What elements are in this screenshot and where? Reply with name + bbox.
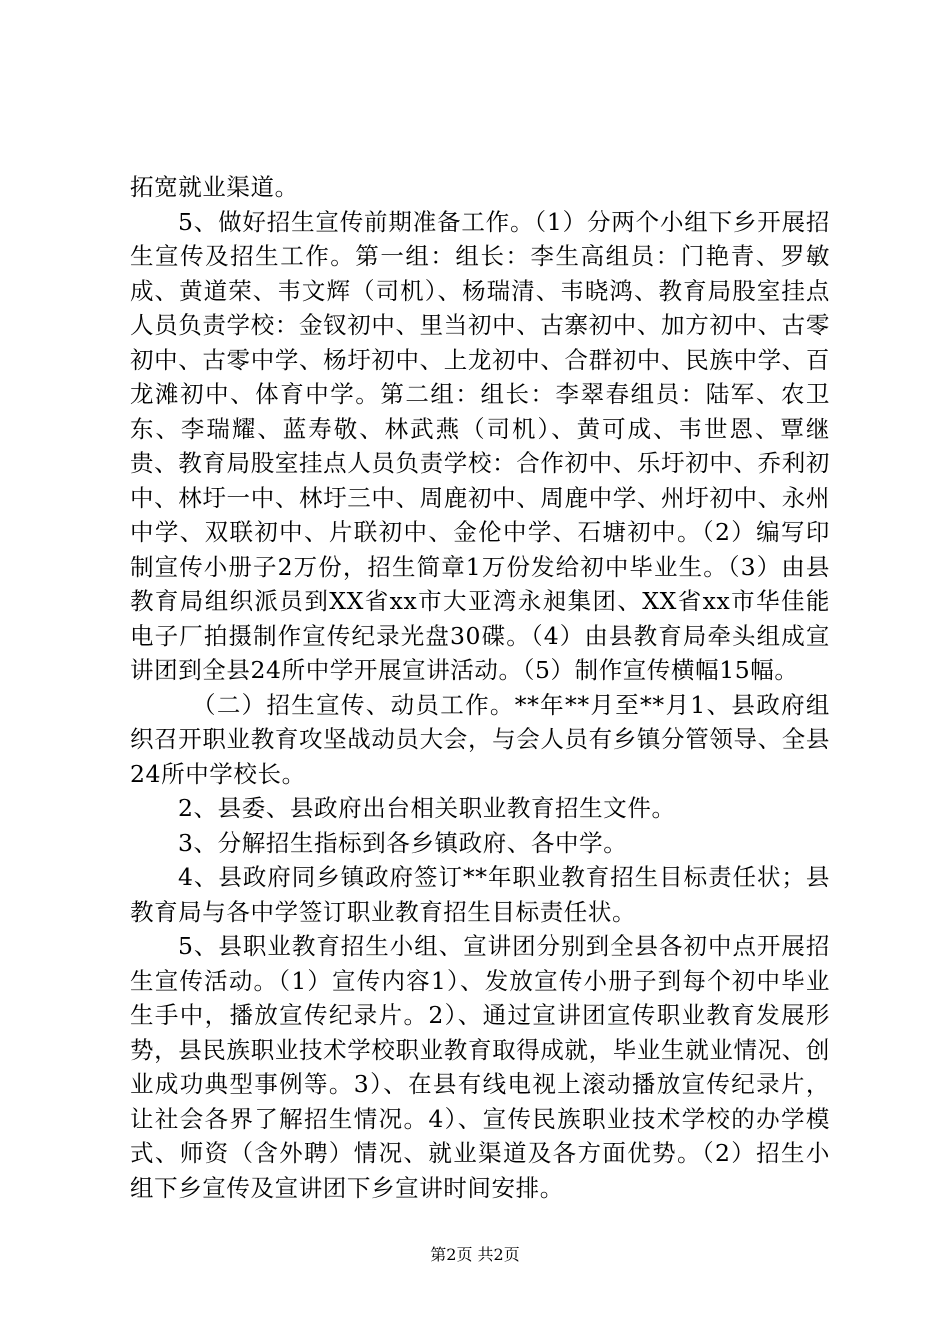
- paragraph-continuation: 拓宽就业渠道。: [130, 173, 299, 201]
- paragraph-publicity: 5、县职业教育招生小组、宣讲团分别到全县各初中点开展招生宣传活动。（1）宣传内容1）、发放宣传小册子到每个初中毕业生手中，播放宣传纪录片。2）、通过宣讲团宣传职业教育发展形势，县民族职业技术学校职业教育取得成就，毕业生就业情况、创业成功典型事例等。3）、在县有线电视上滚动播放宣传纪录片，让社会各界了解招生情况。4）、宣传民族职业技术学校的办学模式、师资（含外聘）情况、就业渠道及各方面优势。（2）招生小组下乡宣传及宣讲团下乡宣讲时间安排。: [130, 932, 830, 1202]
- page-number-footer: 第2页 共2页: [430, 1245, 520, 1264]
- paragraph-preparation: 5、做好招生宣传前期准备工作。（1）分两个小组下乡开展招生宣传及招生工作。第一组：组长：李生高组员：门艳青、罗敏成、黄道荣、韦文辉（司机）、杨瑞清、韦晓鸿、教育局股室挂点人员负责学校：金钗初中、里当初中、古寨初中、加方初中、古零初中、古零中学、杨圩初中、上龙初中、合群初中、民族中学、百龙滩初中、体育中学。第二组：组长：李翠春组员：陆军、农卫东、李瑞耀、蓝寿敬、林武燕（司机）、黄可成、韦世恩、覃继贵、教育局股室挂点人员负责学校：合作初中、乐圩初中、乔利初中、林圩一中、林圩三中、周鹿初中、周鹿中学、州圩初中、永州中学、双联初中、片联初中、金伦中学、石塘初中。（2）编写印制宣传小册子2万份，招生简章1万份发给初中毕业生。（3）由县教育局组织派员到XX省xx市大亚湾永昶集团、XX省xx市华佳能电子厂拍摄制作宣传纪录光盘30碟。（4）由县教育局牵头组成宣讲团到全县24所中学开展宣讲活动。（5）制作宣传横幅15幅。: [130, 207, 830, 684]
- paragraph-mobilization: （二）招生宣传、动员工作。**年**月至**月1、县政府组织召开职业教育攻坚战动员大会，与会人员有乡镇分管领导、全县24所中学校长。: [130, 690, 830, 788]
- document-body: [130, 170, 830, 1205]
- paragraph-quota: 3、分解招生指标到各乡镇政府、各中学。: [178, 828, 628, 857]
- paragraph-responsibility: 4、县政府同乡镇政府签订**年职业教育招生目标责任状；县教育局与各中学签订职业教育招生目标责任状。: [130, 863, 830, 926]
- paragraph-documents: 2、县委、县政府出台相关职业教育招生文件。: [178, 794, 676, 822]
